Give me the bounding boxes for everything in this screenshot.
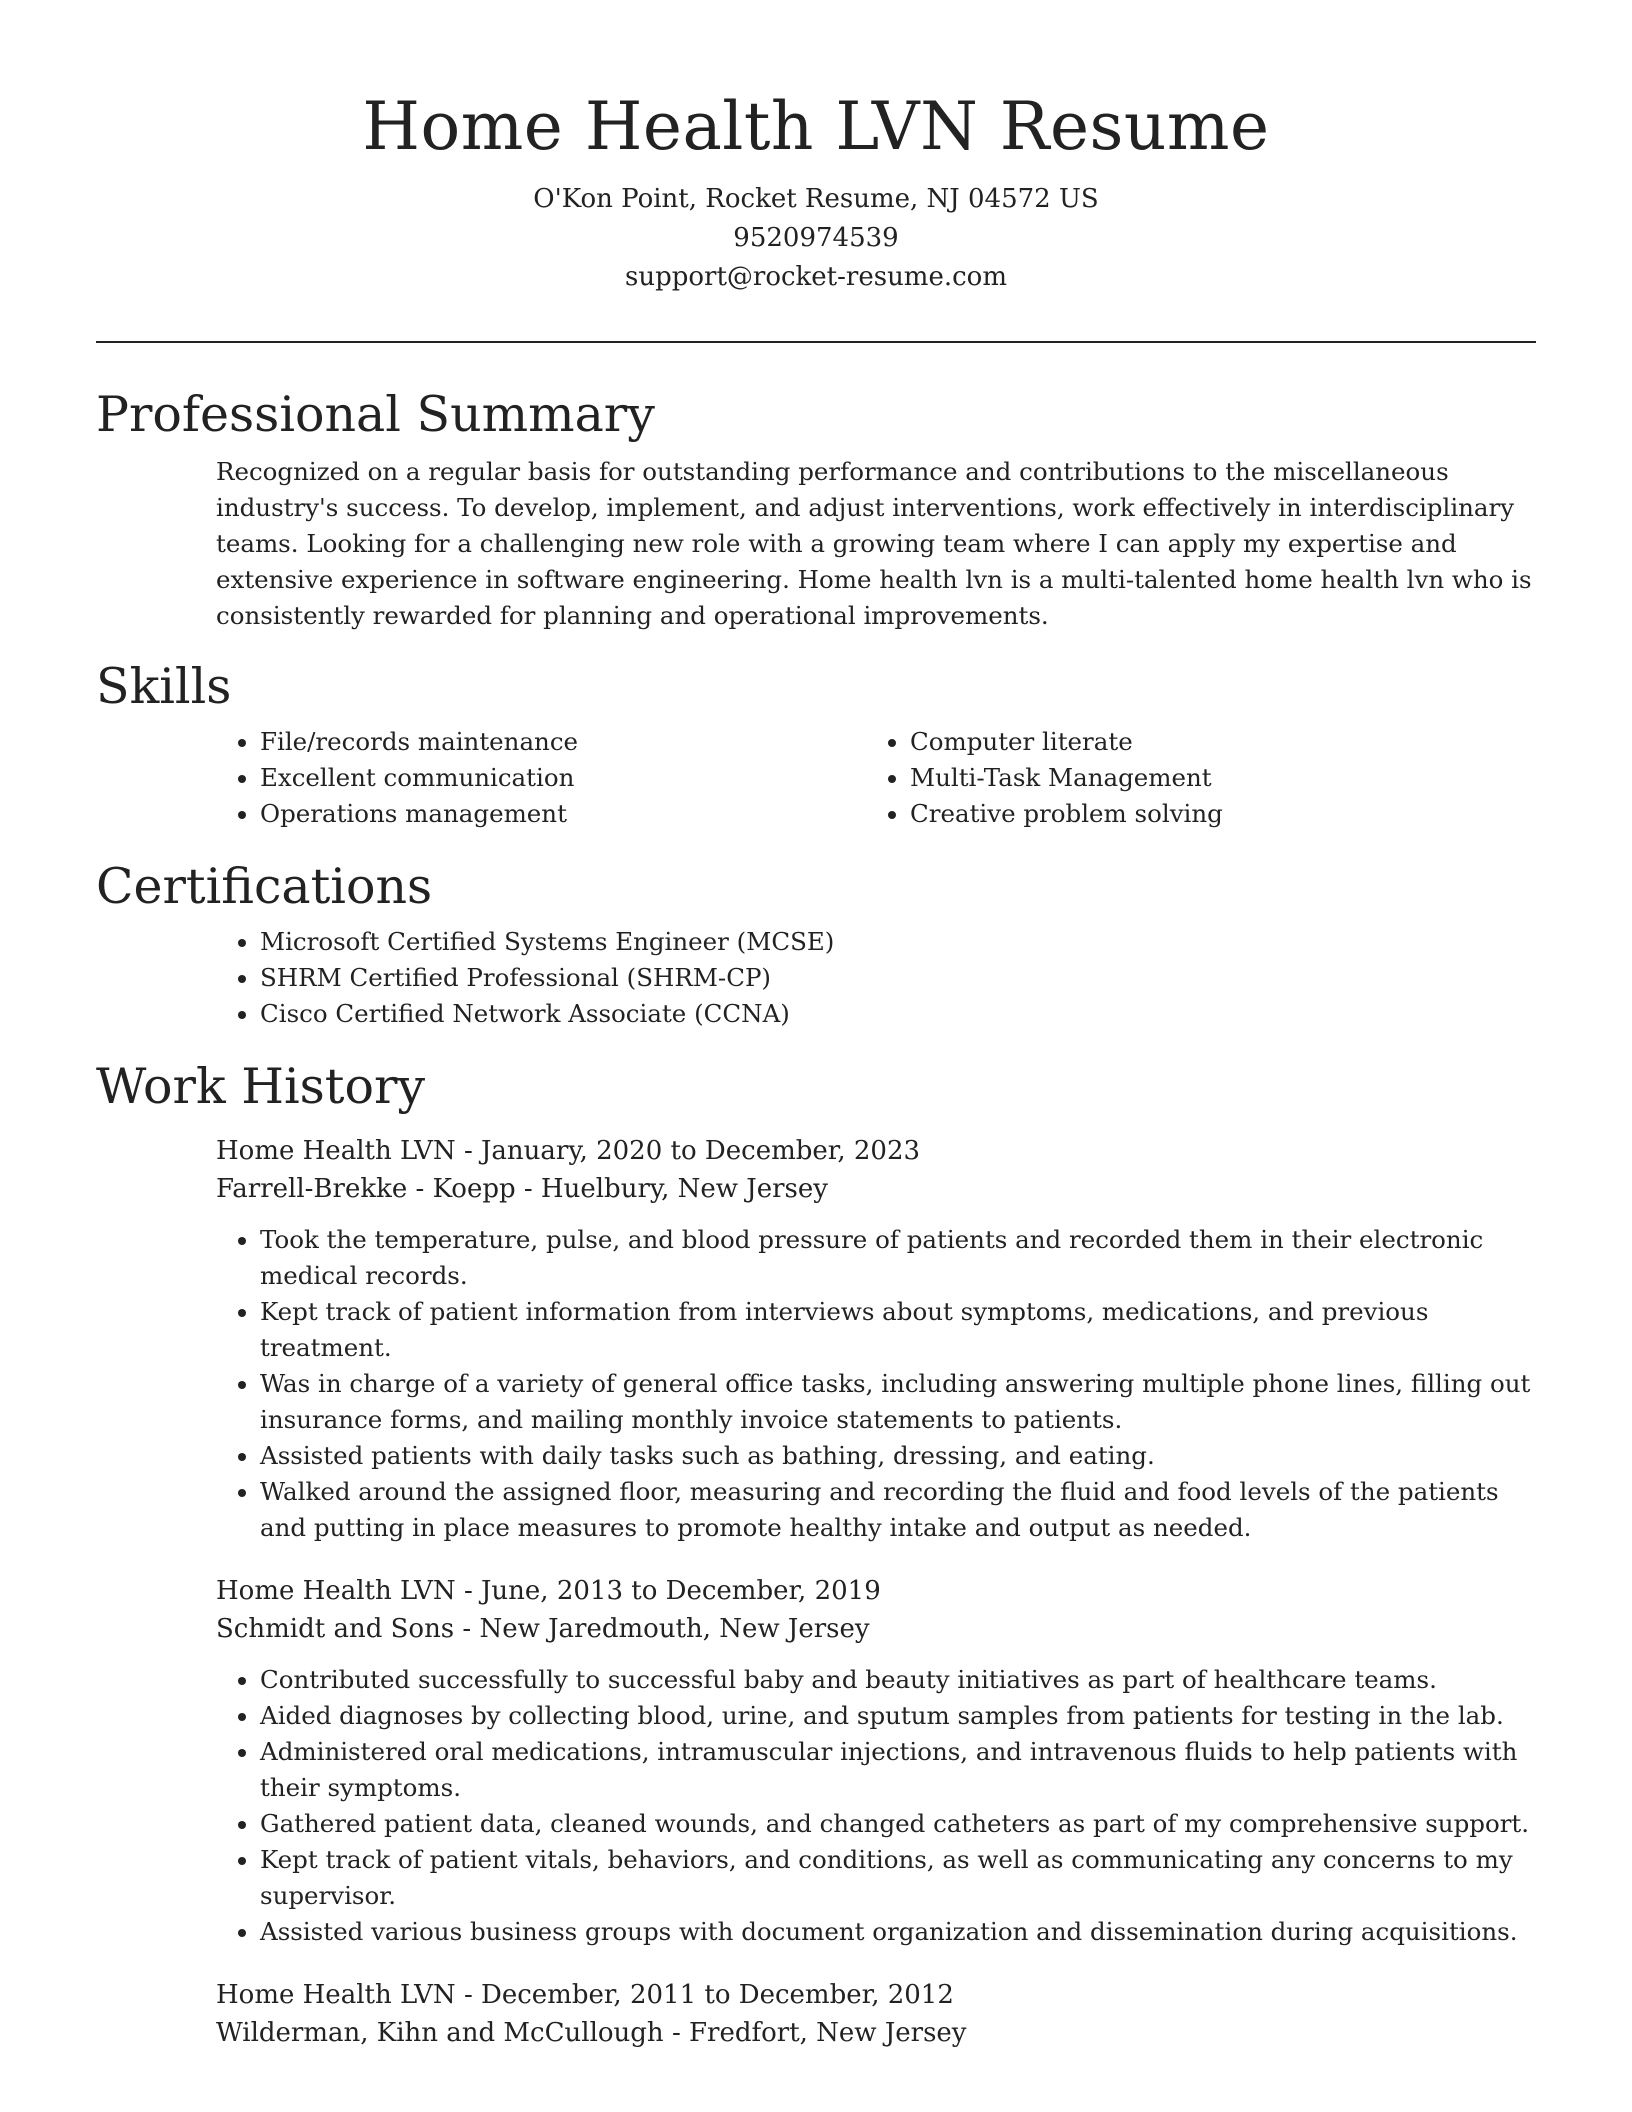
job-bullet: • Gathered patient data, cleaned wounds, and changed catheters as part of my comprehensive support. bbox=[260, 1806, 1536, 1842]
skill-item: • Creative problem solving bbox=[910, 796, 1516, 832]
summary-heading: Professional Summary bbox=[96, 386, 655, 443]
contact-email: support@rocket-resume.com bbox=[624, 262, 1007, 292]
job-bullet: • Was in charge of a variety of general office tasks, including answering multiple phone lines, filling out insurance forms, and mailing monthly invoice statements to patients. bbox=[260, 1366, 1536, 1438]
skill-item: • File/records maintenance bbox=[260, 724, 866, 760]
skills-heading: Skills bbox=[96, 658, 232, 715]
skill-item: • Multi-Task Management bbox=[910, 760, 1516, 796]
job-bullet: • Took the temperature, pulse, and blood pressure of patients and recorded them in their electronic medical records. bbox=[260, 1222, 1536, 1294]
job-title-line: Home Health LVN - January, 2020 to December, 2023 bbox=[216, 1136, 921, 1166]
certifications-section bbox=[96, 850, 1536, 1032]
skills-list-right bbox=[866, 724, 1516, 832]
skills-list-left bbox=[216, 724, 866, 832]
contact-address: O'Kon Point, Rocket Resume, NJ 04572 US bbox=[533, 184, 1099, 214]
skills-section bbox=[96, 650, 1536, 832]
certification-item: • SHRM Certified Professional (SHRM-CP) bbox=[260, 960, 1536, 996]
job-entry bbox=[216, 1976, 1536, 2052]
job-bullets bbox=[216, 1222, 1536, 1546]
summary-body bbox=[216, 452, 1536, 634]
job-bullet: • Kept track of patient information from interviews about symptoms, medications, and previous treatment. bbox=[260, 1294, 1536, 1366]
summary-text: Recognized on a regular basis for outstanding performance and contributions to the miscellaneous industry's success. To develop, implement, and adjust interventions, work effectively in interdisciplinary teams. Looking for a challenging new role with a growing team where I can apply my expertise and extensive experience in software engineering. Home health lvn is a multi-talented home health lvn who is consistently rewarded for planning and operational improvements. bbox=[216, 457, 1532, 630]
skills-column-right bbox=[866, 724, 1516, 832]
skill-item: • Excellent communication bbox=[260, 760, 866, 796]
work-history-heading: Work History bbox=[96, 1058, 426, 1115]
job-company-line: Schmidt and Sons - New Jaredmouth, New Jersey bbox=[216, 1614, 870, 1644]
certification-item: • Cisco Certified Network Associate (CCNA) bbox=[260, 996, 1536, 1032]
skill-item: • Computer literate bbox=[910, 724, 1516, 760]
job-bullet: • Administered oral medications, intramuscular injections, and intravenous fluids to help patients with their symptoms. bbox=[260, 1734, 1536, 1806]
job-entry bbox=[216, 1572, 1536, 1950]
work-history-section bbox=[96, 1050, 1536, 2052]
job-bullet: • Assisted various business groups with document organization and dissemination during acquisitions. bbox=[260, 1914, 1536, 1950]
job-bullet: • Kept track of patient vitals, behaviors, and conditions, as well as communicating any concerns to my supervisor. bbox=[260, 1842, 1536, 1914]
skills-grid bbox=[216, 724, 1536, 832]
resume-body bbox=[96, 378, 1536, 2078]
certifications-heading: Certifications bbox=[96, 858, 433, 915]
skill-item: • Operations management bbox=[260, 796, 866, 832]
header-divider bbox=[96, 341, 1536, 343]
contact-phone: 9520974539 bbox=[733, 223, 899, 253]
job-bullet: • Assisted patients with daily tasks such as bathing, dressing, and eating. bbox=[260, 1438, 1536, 1474]
summary-section bbox=[96, 378, 1536, 634]
job-title-line: Home Health LVN - December, 2011 to December, 2012 bbox=[216, 1980, 954, 2010]
resume-title: Home Health LVN Resume bbox=[362, 88, 1270, 165]
certifications-list bbox=[216, 924, 1536, 1032]
work-history-body bbox=[216, 1132, 1536, 2052]
resume-header bbox=[0, 0, 1632, 297]
contact-block bbox=[0, 180, 1632, 297]
skills-column-left bbox=[216, 724, 866, 832]
job-title-line: Home Health LVN - June, 2013 to December, 2019 bbox=[216, 1576, 881, 1606]
certification-item: • Microsoft Certified Systems Engineer (MCSE) bbox=[260, 924, 1536, 960]
job-bullet: • Walked around the assigned floor, measuring and recording the fluid and food levels of the patients and putting in place measures to promote healthy intake and output as needed. bbox=[260, 1474, 1536, 1546]
job-company-line: Wilderman, Kihn and McCullough - Fredfort, New Jersey bbox=[216, 2018, 967, 2048]
job-entry bbox=[216, 1132, 1536, 1546]
certifications-body bbox=[216, 924, 1536, 1032]
job-bullet: • Aided diagnoses by collecting blood, urine, and sputum samples from patients for testing in the lab. bbox=[260, 1698, 1536, 1734]
job-bullet: • Contributed successfully to successful baby and beauty initiatives as part of healthcare teams. bbox=[260, 1662, 1536, 1698]
job-company-line: Farrell-Brekke - Koepp - Huelbury, New Jersey bbox=[216, 1174, 828, 1204]
job-bullets bbox=[216, 1662, 1536, 1950]
